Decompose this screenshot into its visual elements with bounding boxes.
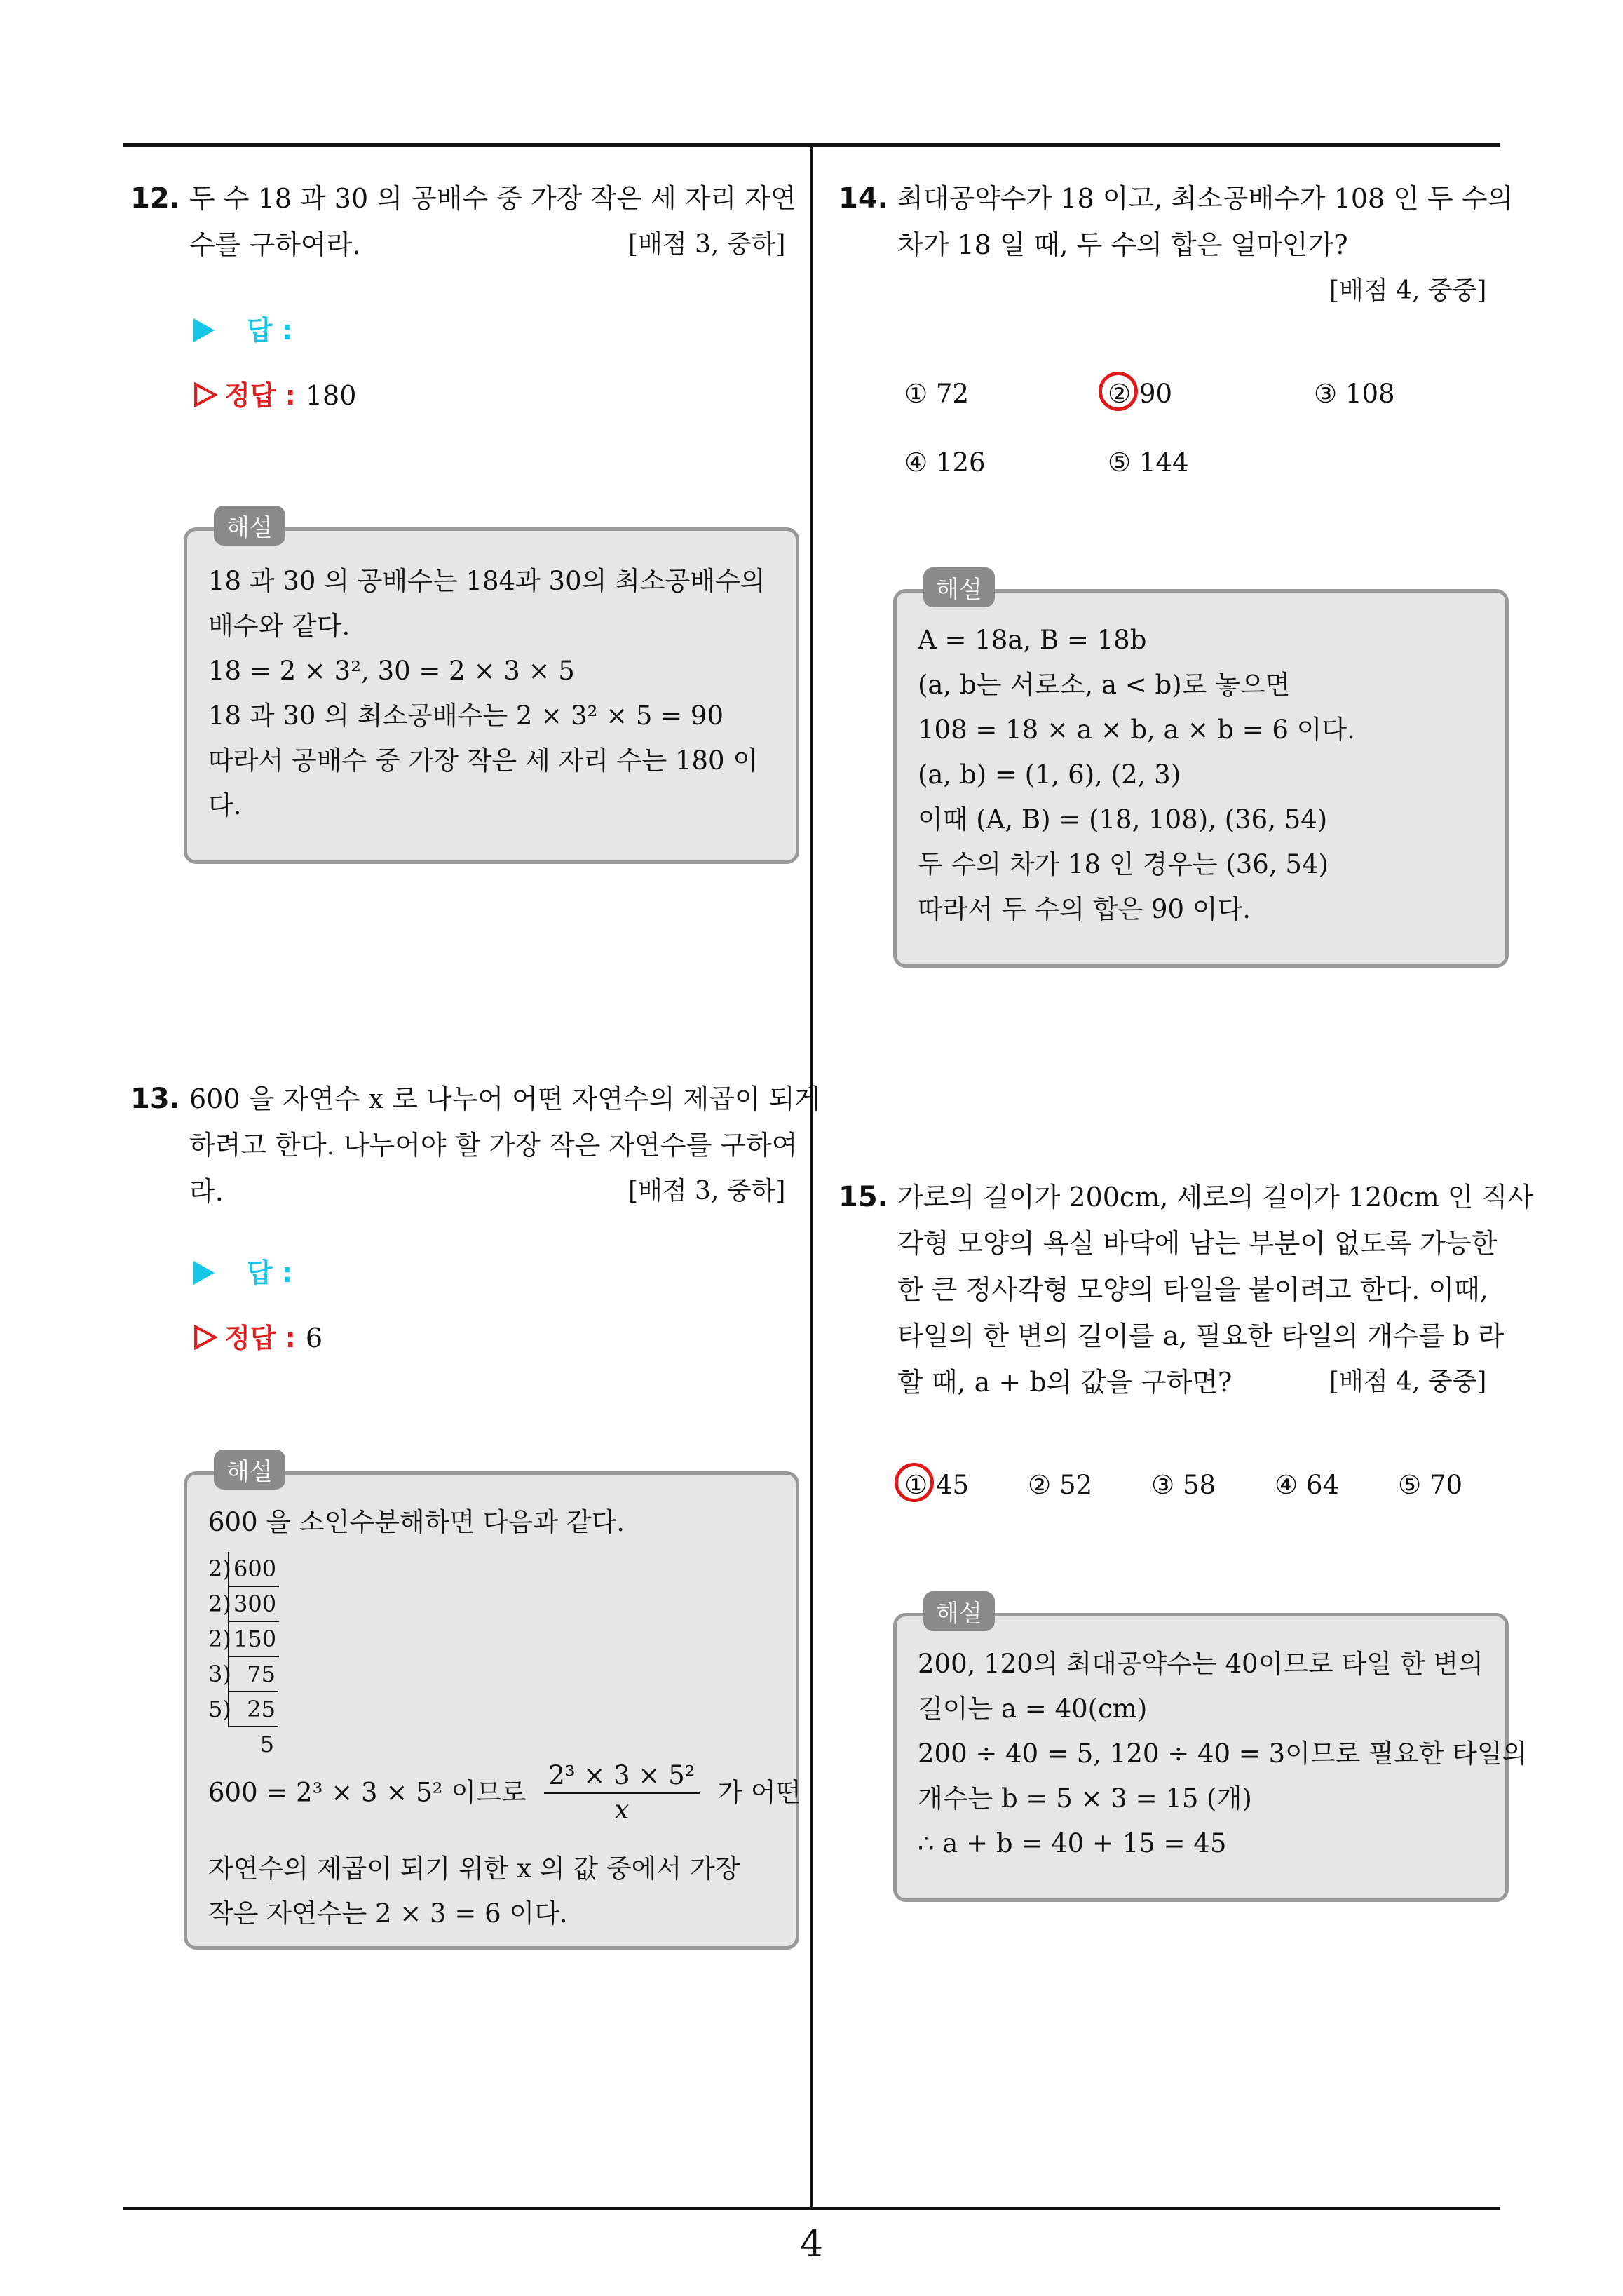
selected-answer-circle	[895, 1463, 934, 1502]
dividend: 150	[228, 1622, 279, 1657]
question-line: 한 큰 정사각형 모양의 타일을 붙이려고 한다. 이때,	[897, 1274, 1488, 1305]
divisor: 5)	[208, 1696, 231, 1722]
solution-text	[918, 618, 1355, 932]
solution-line: 배수와 같다.	[208, 611, 351, 641]
question-line: 600 을 자연수 x 로 나누어 어떤 자연수의 제곱이 되게	[189, 1083, 821, 1114]
answer-row	[193, 309, 292, 347]
formula-line	[208, 1760, 801, 1826]
choice-value: 90	[1139, 379, 1173, 409]
correct-label: 정답 :	[224, 1323, 296, 1353]
choice-value: 72	[935, 379, 970, 409]
question-line: 라.	[189, 1176, 224, 1207]
choice-mark: ⑤	[1398, 1470, 1422, 1500]
correct-answer-row	[193, 1316, 322, 1355]
choice-value: 45	[935, 1470, 970, 1500]
page-number: 4	[799, 2223, 824, 2265]
fraction-denominator: x	[614, 1795, 630, 1825]
solution-line: 600 을 소인수분해하면 다음과 같다.	[208, 1507, 625, 1537]
solution-box	[184, 1458, 801, 1950]
play-icon	[193, 318, 215, 342]
question-line: 가로의 길이가 200cm, 세로의 길이가 120cm 인 직사	[897, 1182, 1533, 1213]
question-15	[838, 1174, 1533, 1412]
solution-intro	[208, 1500, 625, 1545]
question-line: 할 때, a + b의 값을 구하면?	[897, 1367, 1232, 1398]
choice-4[interactable]	[1275, 1470, 1339, 1500]
choice-mark: ②	[1108, 379, 1132, 409]
solution-line: 따라서 공배수 중 가장 작은 세 자리 수는 180 이	[208, 745, 759, 776]
solution-line: 18 과 30 의 공배수는 184과 30의 최소공배수의	[208, 566, 766, 596]
solution-line: 108 = 18 × a × b, a × b = 6 이다.	[918, 715, 1355, 745]
score-meta: [배점 3, 중하]	[628, 230, 786, 259]
choice-4[interactable]	[904, 447, 986, 478]
play-icon	[193, 1261, 215, 1285]
solution-text	[918, 1642, 1527, 1866]
solution-tail	[208, 1846, 740, 1936]
divisor: 2)	[208, 1591, 231, 1617]
solution-line: ∴ a + b = 40 + 15 = 45	[918, 1828, 1227, 1858]
answer-row	[193, 1251, 292, 1290]
solution-formula	[208, 1760, 801, 1826]
question-text	[897, 175, 1513, 268]
selected-answer-circle	[1099, 372, 1138, 411]
solution-line: 18 = 2 × 3², 30 = 2 × 3 × 5	[208, 656, 575, 686]
choice-mark: ③	[1314, 379, 1338, 409]
outline-triangle-icon	[193, 382, 217, 407]
dividend: 300	[228, 1587, 279, 1622]
score-meta: [배점 4, 중중]	[1329, 276, 1487, 305]
division-row	[208, 1587, 279, 1622]
choice-value: 70	[1429, 1470, 1463, 1500]
solution-line: 200, 120의 최대공약수는 40이므로 타일 한 변의	[918, 1649, 1483, 1679]
question-12	[130, 175, 803, 274]
solution-line: 자연수의 제곱이 되기 위한 x 의 값 중에서 가장	[208, 1853, 740, 1884]
question-number: 13.	[130, 1083, 180, 1115]
choice-value: 58	[1182, 1470, 1216, 1500]
choice-1[interactable]	[904, 379, 969, 409]
division-row	[208, 1657, 279, 1692]
correct-label: 정답 :	[224, 380, 296, 411]
choice-mark: ①	[904, 1470, 928, 1500]
divisor: 2)	[208, 1555, 231, 1582]
correct-value: 180	[305, 380, 357, 411]
solution-box	[184, 514, 799, 864]
choice-mark: ④	[1275, 1470, 1298, 1500]
solution-line: 작은 자연수는 2 × 3 = 6 이다.	[208, 1898, 568, 1929]
answer-label: 답 :	[247, 1257, 293, 1288]
solution-box	[893, 576, 1509, 968]
choice-3[interactable]	[1314, 379, 1395, 409]
correct-value: 6	[305, 1323, 323, 1353]
division-row	[208, 1727, 279, 1761]
answer-label: 답 :	[247, 315, 293, 346]
question-line: 차가 18 일 때, 두 수의 합은 얼마인가?	[897, 229, 1348, 260]
formula-suffix: 가 어떤	[717, 1777, 801, 1808]
fraction-numerator: 2³ × 3 × 5²	[544, 1760, 699, 1794]
solution-box	[893, 1600, 1528, 1902]
choice-mark: ②	[1028, 1470, 1052, 1500]
question-line: 두 수 18 과 30 의 공배수 중 가장 작은 세 자리 자연	[189, 183, 796, 214]
solution-line: 18 과 30 의 최소공배수는 2 × 3² × 5 = 90	[208, 701, 724, 731]
correct-answer-row	[193, 374, 356, 412]
choice-3[interactable]	[1151, 1470, 1216, 1500]
fraction	[544, 1760, 699, 1826]
solution-line: 이때 (A, B) = (18, 108), (36, 54)	[918, 804, 1328, 835]
question-number: 15.	[838, 1181, 888, 1213]
solution-tag: 해설	[923, 1591, 995, 1631]
dividend: 600	[228, 1552, 279, 1587]
question-number: 14.	[838, 182, 888, 215]
solution-line: 길이는 a = 40(cm)	[918, 1694, 1148, 1724]
choice-value: 126	[935, 447, 986, 478]
question-13	[130, 1076, 821, 1223]
choice-mark: ④	[904, 447, 928, 478]
choice-mark: ⑤	[1108, 447, 1132, 478]
solution-line: 200 ÷ 40 = 5, 120 ÷ 40 = 3이므로 필요한 타일의	[918, 1738, 1528, 1769]
question-14	[838, 175, 1512, 323]
score-meta: [배점 4, 중중]	[1329, 1368, 1487, 1396]
divisor: 2)	[208, 1626, 231, 1652]
dividend: 5	[259, 1731, 274, 1757]
division-row	[208, 1692, 279, 1727]
bottom-rule	[123, 2207, 1500, 2210]
question-line: 수를 구하여라.	[189, 229, 361, 260]
question-line: 각형 모양의 욕실 바닥에 남는 부분이 없도록 가능한	[897, 1228, 1498, 1259]
solution-line: (a, b) = (1, 6), (2, 3)	[918, 759, 1181, 790]
division-row	[208, 1552, 279, 1587]
formula-prefix: 600 = 2³ × 3 × 5² 이므로	[208, 1777, 527, 1808]
choice-5[interactable]	[1398, 1470, 1462, 1500]
choice-mark: ①	[904, 379, 928, 409]
choice-5[interactable]	[1108, 447, 1189, 478]
prime-division	[208, 1552, 279, 1761]
solution-tag: 해설	[923, 567, 995, 607]
choice-value: 108	[1345, 379, 1395, 409]
solution-line: 두 수의 차가 18 인 경우는 (36, 54)	[918, 849, 1329, 879]
dividend: 25	[228, 1692, 278, 1727]
score-meta: [배점 3, 중하]	[628, 1177, 786, 1206]
solution-line: A = 18a, B = 18b	[918, 625, 1147, 655]
division-row	[208, 1622, 279, 1657]
outline-triangle-icon	[193, 1325, 217, 1350]
question-line: 최대공약수가 18 이고, 최소공배수가 108 인 두 수의	[897, 183, 1514, 214]
solution-line: (a, b는 서로소, a < b)로 놓으면	[918, 670, 1291, 700]
dividend: 75	[228, 1657, 278, 1692]
solution-text	[208, 559, 766, 828]
question-number: 12.	[130, 182, 180, 215]
solution-line: 다.	[208, 790, 242, 821]
choice-2[interactable]	[1028, 1470, 1092, 1500]
solution-line: 개수는 b = 5 × 3 = 15 (개)	[918, 1783, 1252, 1814]
divisor: 3)	[208, 1661, 231, 1687]
choice-value: 52	[1059, 1470, 1093, 1500]
solution-tag: 해설	[214, 506, 285, 546]
choice-mark: ③	[1151, 1470, 1175, 1500]
choice-value: 64	[1305, 1470, 1340, 1500]
question-line: 하려고 한다. 나누어야 할 가장 작은 자연수를 구하여	[189, 1130, 798, 1161]
solution-line: 따라서 두 수의 합은 90 이다.	[918, 894, 1251, 924]
choice-value: 144	[1139, 447, 1189, 478]
question-line: 타일의 한 변의 길이를 a, 필요한 타일의 개수를 b 라	[897, 1321, 1505, 1351]
solution-tag: 해설	[214, 1450, 285, 1490]
